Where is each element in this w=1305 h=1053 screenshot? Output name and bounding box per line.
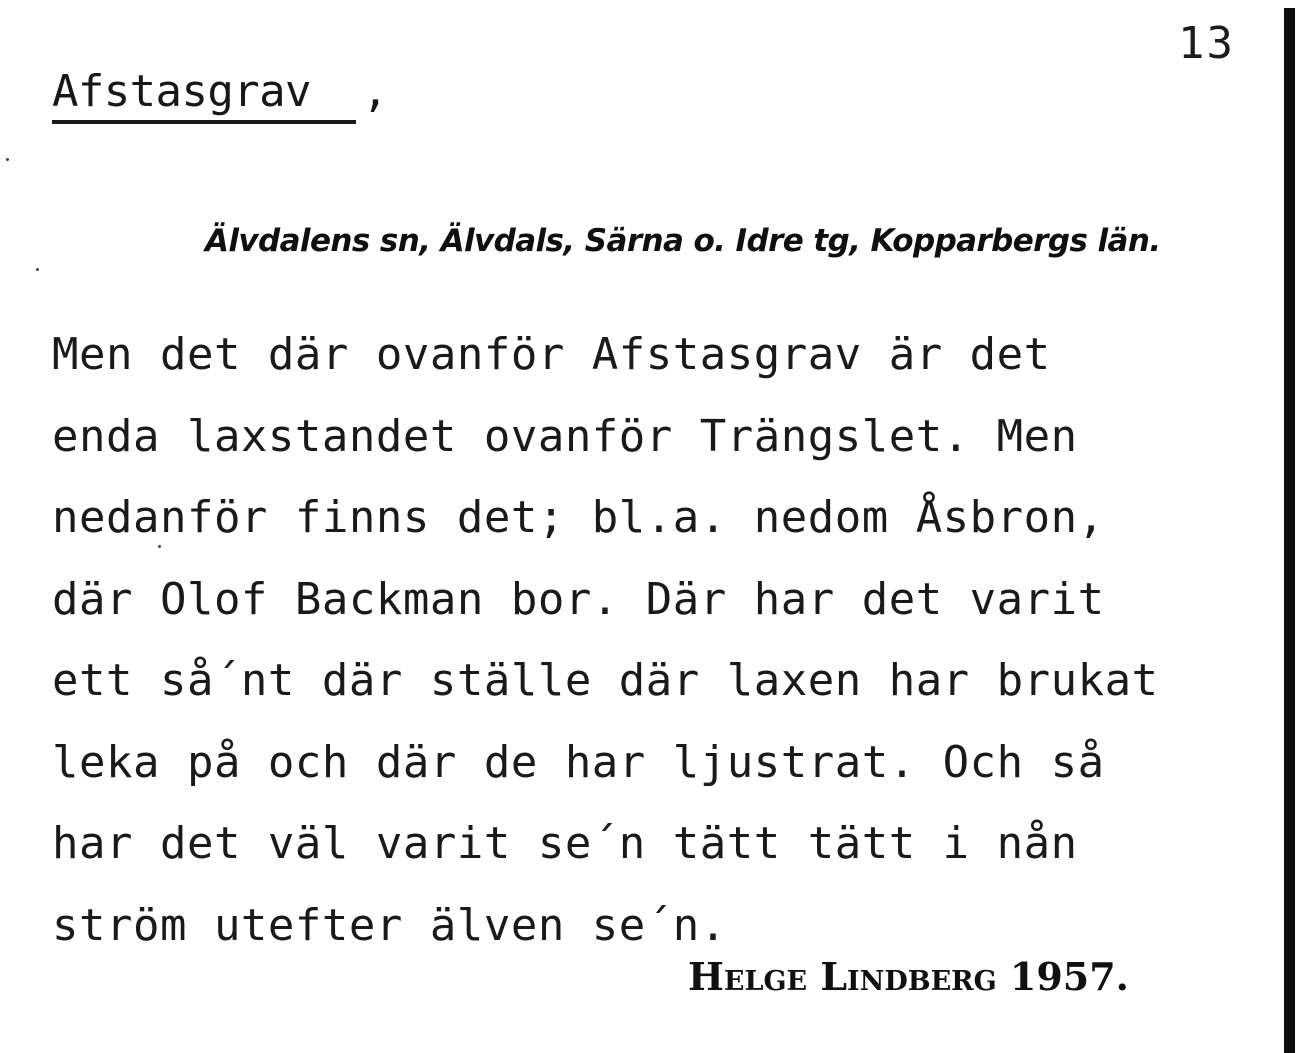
text-line: Men det där ovanför Afstasgrav är det — [52, 329, 1051, 380]
headword: Afstasgrav — [52, 66, 311, 117]
text-line: där Olof Backman bor. Där har det varit — [52, 573, 1105, 625]
headword-underline — [52, 120, 356, 124]
card-edge — [1284, 8, 1295, 1053]
place-line: Älvdalens sn, Älvdals, Särna o. Idre tg, Kopparbergs län. — [205, 223, 1161, 259]
headword-punctuation: , — [362, 66, 389, 117]
text-line: har det väl varit se´n tätt tätt i nån — [52, 818, 1078, 869]
text-line: ström utefter älven se´n. — [52, 899, 727, 951]
page-number: 13 — [1178, 18, 1235, 69]
signature: Helge Lindberg 1957. — [688, 954, 1129, 999]
paper-speck — [158, 545, 161, 548]
paper-speck — [36, 268, 39, 271]
paper-speck — [6, 158, 9, 161]
text-line: leka på och där de har ljustrat. Och så — [52, 736, 1105, 788]
text-line: nedanför finns det; bl.a. nedom Åsbron, — [52, 492, 1105, 543]
text-line: enda laxstandet ovanför Trängslet. Men — [52, 410, 1078, 462]
text-line: ett så´nt där ställe där laxen har brukat — [52, 655, 1159, 706]
card-text — [52, 322, 1284, 974]
